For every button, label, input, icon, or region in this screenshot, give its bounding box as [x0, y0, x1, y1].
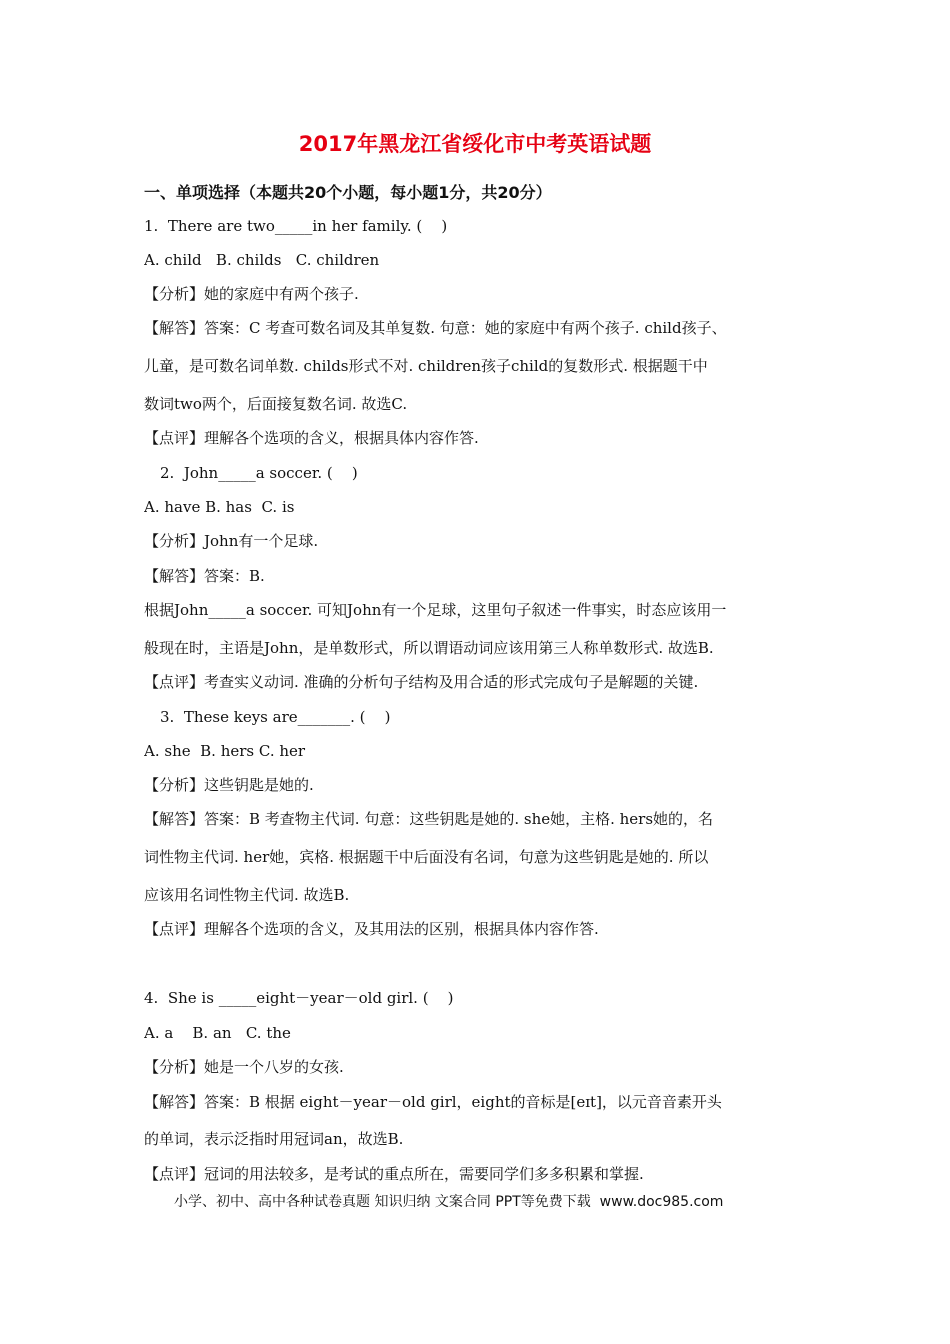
- question-2-explanation: 根据John_____a soccer. 可知John有一个足球，这里句子叙述一件事实，时态应该用一: [144, 601, 727, 619]
- question-1: 1. There are two_____in her family. ( ): [144, 217, 448, 235]
- question-2-analysis: 【分析】John有一个足球.: [144, 532, 319, 550]
- question-2-comment: 【点评】考查实义动词. 准确的分析句子结构及用合适的形式完成句子是解题的关键.: [144, 673, 699, 691]
- question-3-analysis: 【分析】这些钥匙是她的.: [144, 776, 314, 794]
- question-4-answer-cont: 的单词，表示泛指时用冠词an，故选B.: [144, 1130, 404, 1148]
- question-2: 2. John_____a soccer. ( ): [160, 464, 358, 482]
- question-1-comment: 【点评】理解各个选项的含义，根据具体内容作答.: [144, 429, 479, 447]
- question-3-answer: 【解答】答案：B 考查物主代词. 句意：这些钥匙是她的. she她，主格. hers她的，名: [144, 810, 714, 828]
- question-1-analysis: 【分析】她的家庭中有两个孩子.: [144, 285, 359, 303]
- question-1-options: A. child B. childs C. children: [144, 251, 380, 269]
- question-4-options: A. a B. an C. the: [144, 1024, 291, 1042]
- question-4-analysis: 【分析】她是一个八岁的女孩.: [144, 1058, 344, 1076]
- question-3-answer-cont: 应该用名词性物主代词. 故选B.: [144, 886, 350, 904]
- question-1-answer: 【解答】答案：C 考查可数名词及其单复数. 句意：她的家庭中有两个孩子. child孩子、: [144, 319, 727, 337]
- question-3-answer-cont: 词性物主代词. her她，宾格. 根据题干中后面没有名词，句意为这些钥匙是她的. 所以: [144, 848, 709, 866]
- question-4-answer: 【解答】答案：B 根据 eight－year－old girl，eight的音标是[eɪt]，以元音音素开头: [144, 1093, 722, 1111]
- question-4: 4. She is _____eight－year－old girl. ( ): [144, 989, 454, 1007]
- question-4-comment: 【点评】冠词的用法较多，是考试的重点所在，需要同学们多多积累和掌握.: [144, 1165, 644, 1183]
- question-3-options: A. she B. hers C. her: [144, 742, 306, 760]
- document-title: 2017年黑龙江省绥化市中考英语试题: [298, 132, 652, 156]
- question-3-comment: 【点评】理解各个选项的含义，及其用法的区别，根据具体内容作答.: [144, 920, 599, 938]
- question-1-answer-cont: 数词two两个，后面接复数名词. 故选C.: [144, 395, 408, 413]
- footer-text: 小学、初中、高中各种试卷真题 知识归纳 文案合同 PPT等免费下载 www.doc985.com: [174, 1194, 724, 1210]
- question-2-answer: 【解答】答案：B.: [144, 567, 265, 585]
- question-1-answer-cont: 儿童，是可数名词单数. childs形式不对. children孩子child的复数形式. 根据题干中: [144, 357, 708, 375]
- question-2-options: A. have B. has C. is: [144, 498, 295, 516]
- section-heading: 一、单项选择（本题共20个小题，每小题1分，共20分）: [144, 183, 552, 202]
- question-3: 3. These keys are_______. ( ): [160, 708, 391, 726]
- question-2-explanation-cont: 般现在时，主语是John，是单数形式，所以谓语动词应该用第三人称单数形式. 故选B.: [144, 639, 714, 657]
